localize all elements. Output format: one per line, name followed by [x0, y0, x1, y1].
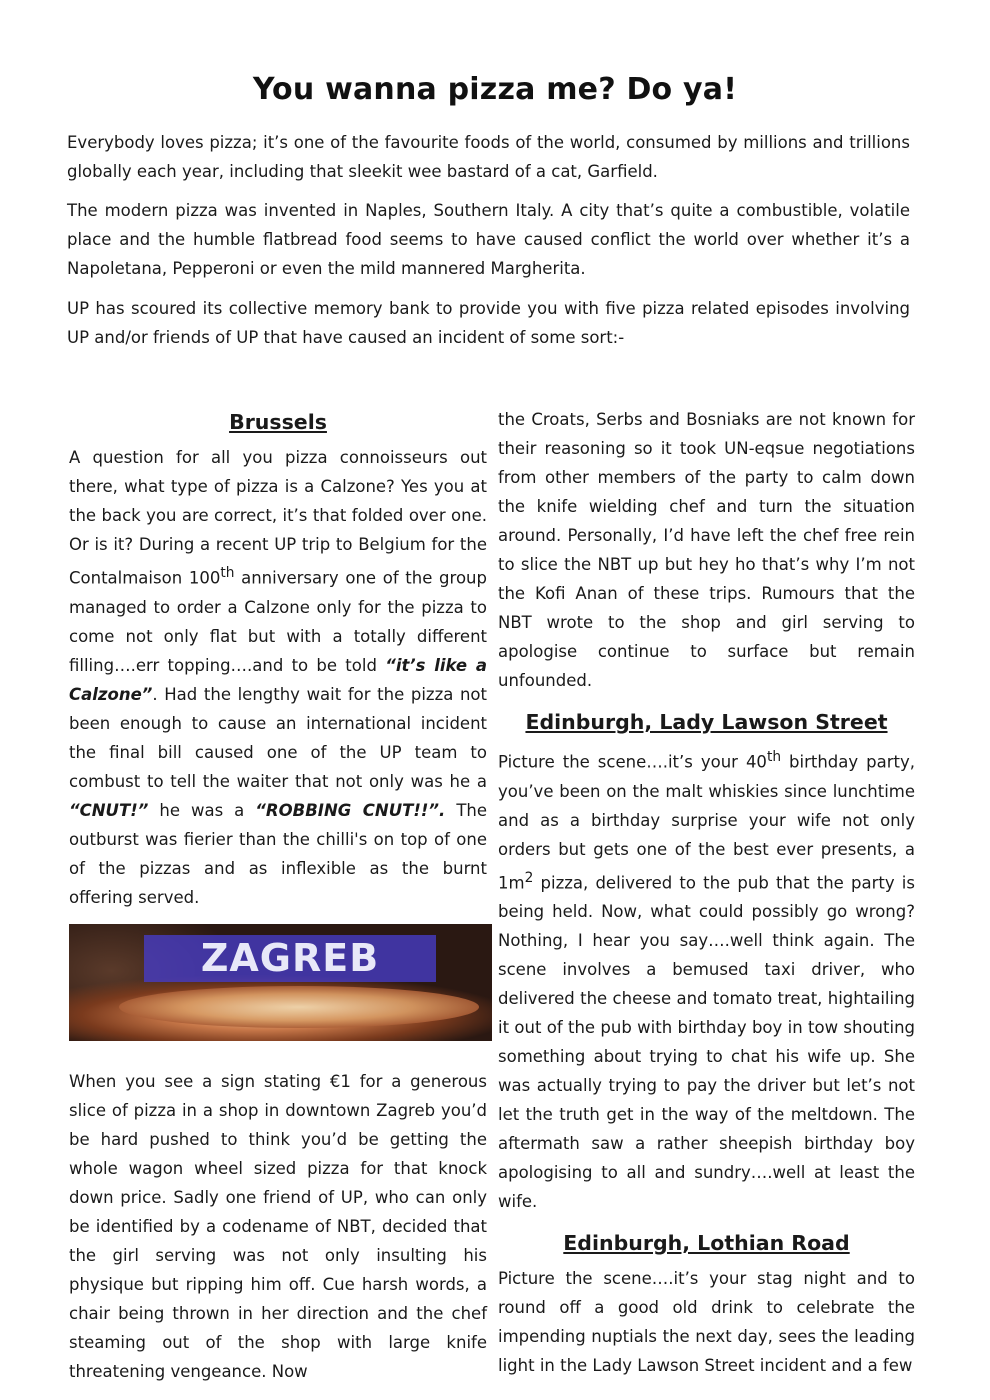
- brussels-quote: “CNUT!”: [69, 800, 149, 820]
- brussels-quote: “ROBBING CNUT!!”.: [255, 800, 446, 820]
- brussels-text: A question for all you pizza connoisseurs out there, what type of pizza is a Calzone? Yes you at the back you are correct, it’s that folded over one. Or is it? During a recent UP trip to Belgium for the Contalmaison 100: [69, 448, 487, 588]
- zagreb-image-label: ZAGREB: [200, 935, 380, 980]
- lady-lawson-text: birthday party, you’ve been on the malt whiskies since lunchtime and as a birthday surprise your wife not only orders but gets one of the best ever presents, a 1m: [498, 752, 915, 892]
- brussels-text: he was a: [148, 800, 256, 820]
- brussels-text: . Had the lengthy wait for the pizza not been enough to cause an international incident the final bill caused one of the UP team to combust to tell the waiter that not only was he a: [69, 684, 487, 791]
- zagreb-paragraph-continued: the Croats, Serbs and Bosniaks are not known for their reasoning so it took UN-eqsue negotiations from other members of the party to calm down the knife wielding chef and turn the situation around. Personally, I’d have left the chef free rein to slice the NBT up but hey ho that’s why I’m not the Kofi Anan of these trips. Rumours that the NBT wrote to the shop and girl serving to apologise continue to surface but remain unfounded.: [498, 410, 915, 690]
- brussels-text: The outburst was fierier than the chilli's on top of one of the pizzas and as inflexible as the burnt offering served.: [69, 800, 488, 907]
- zagreb-paragraph: When you see a sign stating €1 for a generous slice of pizza in a shop in downtown Zagreb you’d be hard pushed to think you’d be getting the whole wagon wheel sized pizza for that knock down price. Sadly one friend of UP, who can only be identified by a codename of NBT, decided that the girl serving was not only insulting his physique but ripping him off. Cue harsh words, a chair being thrown in her direction and the chef steaming out of the shop with large knife threatening vengeance. Now: [69, 1071, 487, 1381]
- section-heading-lady-lawson: Edinburgh, Lady Lawson Street: [525, 710, 888, 734]
- brussels-quote: “it’s like a Calzone”: [69, 655, 487, 704]
- ordinal-superscript: th: [766, 749, 782, 765]
- intro-paragraph: UP has scoured its collective memory bank to provide you with five pizza related episodes involving UP and/or friends of UP that have caused an incident of some sort:-: [67, 299, 910, 347]
- section-heading-lothian: Edinburgh, Lothian Road: [563, 1231, 850, 1255]
- zagreb-pizza-image: [69, 924, 492, 1041]
- section-heading-brussels: Brussels: [229, 410, 327, 434]
- lady-lawson-paragraph: [498, 743, 915, 1216]
- lothian-paragraph: Picture the scene….it’s your stag night and to round off a good old drink to celebrate the impending nuptials the next day, sees the leading light in the Lady Lawson Street incident and a few: [498, 1269, 915, 1375]
- pizza-graphic: [119, 986, 479, 1028]
- lady-lawson-text: pizza, delivered to the pub that the party is being held. Now, what could possibly go wrong? Nothing, I hear you say….well think again. The scene involves a bemused taxi driver, who delivered the cheese and tomato treat, hightailing it out of the pub with birthday boy in tow shouting something about trying to chat his wife up. She was actually trying to pay the driver but let’s not let the truth get in the way of the meltdown. The aftermath saw a rather sheepish birthday boy apologising to all and sundry….well at least the wife.: [498, 873, 915, 1211]
- right-column: [498, 405, 915, 1380]
- page-title: You wanna pizza me? Do ya!: [252, 72, 738, 107]
- intro-paragraph: The modern pizza was invented in Naples, Southern Italy. A city that’s quite a combustible, volatile place and the humble flatbread food seems to have caused conflict the world over whether it’s a Napoletana, Pepperoni or even the mild mannered Margherita.: [67, 201, 910, 278]
- lady-lawson-text: Picture the scene….it’s your 40: [498, 752, 767, 772]
- squared-superscript: 2: [524, 869, 534, 886]
- intro-paragraph: Everybody loves pizza; it’s one of the favourite foods of the world, consumed by millions and trillions globally each year, including that sleekit wee bastard of a cat, Garfield.: [67, 133, 910, 181]
- ordinal-superscript: th: [220, 565, 235, 581]
- brussels-text: anniversary one of the group managed to order a Calzone only for the pizza to come not only flat but with a totally different filling….err topping….and to be told: [69, 568, 487, 675]
- brussels-paragraph: [69, 443, 487, 912]
- left-column: [69, 405, 487, 1386]
